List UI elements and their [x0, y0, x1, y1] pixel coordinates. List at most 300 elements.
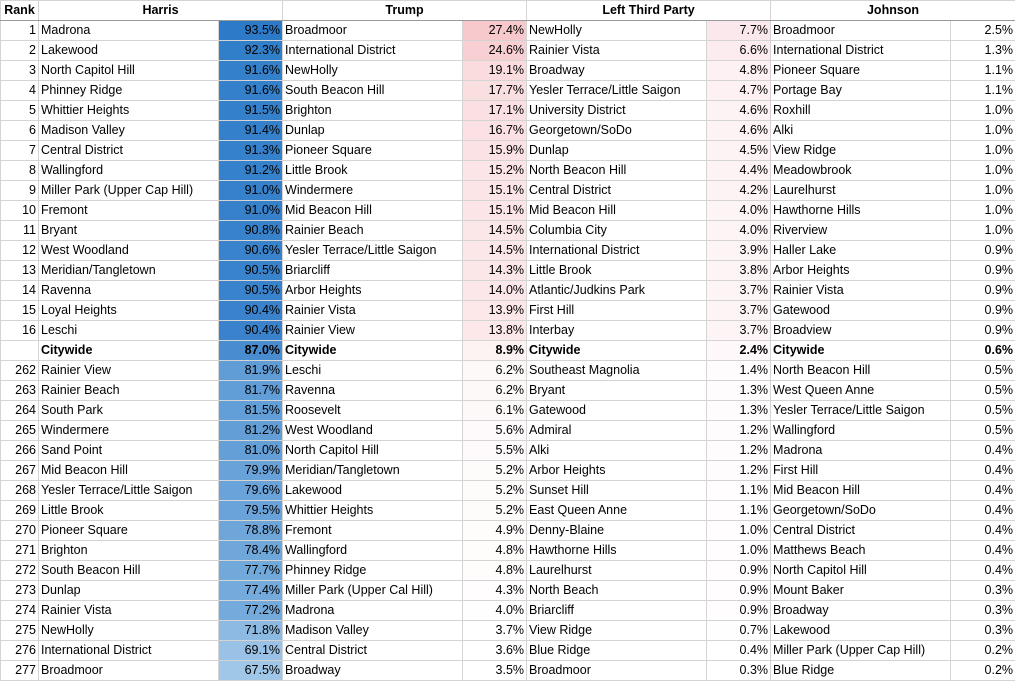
johnson-pct-cell[interactable]: 0.4% [951, 481, 1015, 501]
left-neighborhood-cell[interactable]: Denny-Blaine [527, 521, 707, 541]
header-johnson[interactable]: Johnson [771, 1, 1015, 21]
harris-pct-cell[interactable]: 77.2% [219, 601, 283, 621]
harris-pct-cell[interactable]: 87.0% [219, 341, 283, 361]
trump-neighborhood-cell[interactable]: Phinney Ridge [283, 561, 463, 581]
trump-neighborhood-cell[interactable]: Windermere [283, 181, 463, 201]
harris-neighborhood-cell[interactable]: Windermere [39, 421, 219, 441]
harris-pct-cell[interactable]: 79.5% [219, 501, 283, 521]
harris-neighborhood-cell[interactable]: Fremont [39, 201, 219, 221]
rank-cell[interactable]: 266 [1, 441, 39, 461]
harris-pct-cell[interactable]: 79.9% [219, 461, 283, 481]
harris-neighborhood-cell[interactable]: International District [39, 641, 219, 661]
trump-pct-cell[interactable]: 13.8% [463, 321, 527, 341]
johnson-neighborhood-cell[interactable]: Portage Bay [771, 81, 951, 101]
left-pct-cell[interactable]: 0.9% [707, 581, 771, 601]
left-pct-cell[interactable]: 3.7% [707, 321, 771, 341]
harris-neighborhood-cell[interactable]: Yesler Terrace/Little Saigon [39, 481, 219, 501]
trump-pct-cell[interactable]: 15.1% [463, 201, 527, 221]
johnson-neighborhood-cell[interactable]: Citywide [771, 341, 951, 361]
left-neighborhood-cell[interactable]: North Beach [527, 581, 707, 601]
harris-pct-cell[interactable]: 77.7% [219, 561, 283, 581]
trump-neighborhood-cell[interactable]: Little Brook [283, 161, 463, 181]
left-neighborhood-cell[interactable]: International District [527, 241, 707, 261]
harris-pct-cell[interactable]: 78.8% [219, 521, 283, 541]
johnson-neighborhood-cell[interactable]: West Queen Anne [771, 381, 951, 401]
harris-pct-cell[interactable]: 78.4% [219, 541, 283, 561]
johnson-pct-cell[interactable]: 0.5% [951, 361, 1015, 381]
johnson-pct-cell[interactable]: 0.4% [951, 521, 1015, 541]
harris-neighborhood-cell[interactable]: Mid Beacon Hill [39, 461, 219, 481]
harris-pct-cell[interactable]: 91.5% [219, 101, 283, 121]
left-pct-cell[interactable]: 1.2% [707, 461, 771, 481]
trump-pct-cell[interactable]: 4.9% [463, 521, 527, 541]
left-pct-cell[interactable]: 0.9% [707, 561, 771, 581]
johnson-neighborhood-cell[interactable]: View Ridge [771, 141, 951, 161]
harris-pct-cell[interactable]: 91.6% [219, 61, 283, 81]
trump-neighborhood-cell[interactable]: Broadway [283, 661, 463, 681]
trump-pct-cell[interactable]: 15.1% [463, 181, 527, 201]
johnson-pct-cell[interactable]: 0.4% [951, 461, 1015, 481]
johnson-neighborhood-cell[interactable]: Wallingford [771, 421, 951, 441]
left-pct-cell[interactable]: 0.4% [707, 641, 771, 661]
johnson-pct-cell[interactable]: 1.0% [951, 121, 1015, 141]
header-harris[interactable]: Harris [39, 1, 283, 21]
left-neighborhood-cell[interactable]: North Beacon Hill [527, 161, 707, 181]
harris-neighborhood-cell[interactable]: Central District [39, 141, 219, 161]
left-pct-cell[interactable]: 4.0% [707, 221, 771, 241]
harris-neighborhood-cell[interactable]: Rainier Beach [39, 381, 219, 401]
rank-cell[interactable]: 265 [1, 421, 39, 441]
left-pct-cell[interactable]: 4.7% [707, 81, 771, 101]
left-neighborhood-cell[interactable]: Broadmoor [527, 661, 707, 681]
harris-neighborhood-cell[interactable]: Rainier Vista [39, 601, 219, 621]
harris-pct-cell[interactable]: 90.6% [219, 241, 283, 261]
left-neighborhood-cell[interactable]: Laurelhurst [527, 561, 707, 581]
harris-neighborhood-cell[interactable]: Rainier View [39, 361, 219, 381]
rank-cell[interactable]: 6 [1, 121, 39, 141]
trump-pct-cell[interactable]: 3.5% [463, 661, 527, 681]
left-pct-cell[interactable]: 3.7% [707, 301, 771, 321]
left-neighborhood-cell[interactable]: Hawthorne Hills [527, 541, 707, 561]
left-neighborhood-cell[interactable]: NewHolly [527, 21, 707, 41]
trump-pct-cell[interactable]: 17.1% [463, 101, 527, 121]
left-pct-cell[interactable]: 1.2% [707, 441, 771, 461]
left-pct-cell[interactable]: 4.0% [707, 201, 771, 221]
left-neighborhood-cell[interactable]: Central District [527, 181, 707, 201]
harris-neighborhood-cell[interactable]: Loyal Heights [39, 301, 219, 321]
johnson-pct-cell[interactable]: 0.9% [951, 301, 1015, 321]
harris-neighborhood-cell[interactable]: Sand Point [39, 441, 219, 461]
harris-pct-cell[interactable]: 71.8% [219, 621, 283, 641]
rank-cell[interactable]: 269 [1, 501, 39, 521]
rank-cell[interactable]: 276 [1, 641, 39, 661]
trump-neighborhood-cell[interactable]: Citywide [283, 341, 463, 361]
left-neighborhood-cell[interactable]: Rainier Vista [527, 41, 707, 61]
johnson-pct-cell[interactable]: 0.9% [951, 261, 1015, 281]
harris-neighborhood-cell[interactable]: Little Brook [39, 501, 219, 521]
johnson-neighborhood-cell[interactable]: Georgetown/SoDo [771, 501, 951, 521]
harris-neighborhood-cell[interactable]: Citywide [39, 341, 219, 361]
harris-pct-cell[interactable]: 91.2% [219, 161, 283, 181]
johnson-pct-cell[interactable]: 0.3% [951, 621, 1015, 641]
trump-pct-cell[interactable]: 3.7% [463, 621, 527, 641]
trump-pct-cell[interactable]: 19.1% [463, 61, 527, 81]
harris-neighborhood-cell[interactable]: Ravenna [39, 281, 219, 301]
harris-pct-cell[interactable]: 90.4% [219, 301, 283, 321]
left-pct-cell[interactable]: 1.0% [707, 521, 771, 541]
rank-cell[interactable]: 263 [1, 381, 39, 401]
left-neighborhood-cell[interactable]: Southeast Magnolia [527, 361, 707, 381]
trump-pct-cell[interactable]: 6.2% [463, 361, 527, 381]
left-pct-cell[interactable]: 4.8% [707, 61, 771, 81]
harris-pct-cell[interactable]: 90.8% [219, 221, 283, 241]
trump-neighborhood-cell[interactable]: Mid Beacon Hill [283, 201, 463, 221]
rank-cell[interactable]: 16 [1, 321, 39, 341]
harris-neighborhood-cell[interactable]: NewHolly [39, 621, 219, 641]
johnson-pct-cell[interactable]: 0.9% [951, 281, 1015, 301]
left-pct-cell[interactable]: 4.6% [707, 101, 771, 121]
harris-pct-cell[interactable]: 92.3% [219, 41, 283, 61]
trump-pct-cell[interactable]: 6.2% [463, 381, 527, 401]
johnson-pct-cell[interactable]: 1.0% [951, 101, 1015, 121]
trump-neighborhood-cell[interactable]: Wallingford [283, 541, 463, 561]
harris-pct-cell[interactable]: 69.1% [219, 641, 283, 661]
johnson-pct-cell[interactable]: 0.2% [951, 641, 1015, 661]
left-pct-cell[interactable]: 3.9% [707, 241, 771, 261]
left-neighborhood-cell[interactable]: Columbia City [527, 221, 707, 241]
harris-neighborhood-cell[interactable]: Leschi [39, 321, 219, 341]
trump-pct-cell[interactable]: 5.2% [463, 461, 527, 481]
rank-cell[interactable]: 272 [1, 561, 39, 581]
harris-pct-cell[interactable]: 81.2% [219, 421, 283, 441]
left-neighborhood-cell[interactable]: Blue Ridge [527, 641, 707, 661]
rank-cell[interactable]: 268 [1, 481, 39, 501]
rank-cell[interactable]: 11 [1, 221, 39, 241]
harris-neighborhood-cell[interactable]: Broadmoor [39, 661, 219, 681]
rank-cell[interactable]: 5 [1, 101, 39, 121]
left-neighborhood-cell[interactable]: Georgetown/SoDo [527, 121, 707, 141]
trump-pct-cell[interactable]: 5.2% [463, 501, 527, 521]
trump-neighborhood-cell[interactable]: Fremont [283, 521, 463, 541]
left-neighborhood-cell[interactable]: Little Brook [527, 261, 707, 281]
left-neighborhood-cell[interactable]: Broadway [527, 61, 707, 81]
left-neighborhood-cell[interactable]: Arbor Heights [527, 461, 707, 481]
left-pct-cell[interactable]: 1.4% [707, 361, 771, 381]
johnson-pct-cell[interactable]: 0.4% [951, 441, 1015, 461]
left-neighborhood-cell[interactable]: Yesler Terrace/Little Saigon [527, 81, 707, 101]
harris-neighborhood-cell[interactable]: Pioneer Square [39, 521, 219, 541]
left-pct-cell[interactable]: 1.0% [707, 541, 771, 561]
johnson-pct-cell[interactable]: 2.5% [951, 21, 1015, 41]
harris-pct-cell[interactable]: 67.5% [219, 661, 283, 681]
trump-neighborhood-cell[interactable]: Dunlap [283, 121, 463, 141]
left-pct-cell[interactable]: 0.7% [707, 621, 771, 641]
harris-pct-cell[interactable]: 90.5% [219, 281, 283, 301]
johnson-pct-cell[interactable]: 1.1% [951, 81, 1015, 101]
trump-neighborhood-cell[interactable]: West Woodland [283, 421, 463, 441]
trump-pct-cell[interactable]: 15.2% [463, 161, 527, 181]
rank-cell[interactable]: 264 [1, 401, 39, 421]
left-neighborhood-cell[interactable]: View Ridge [527, 621, 707, 641]
johnson-pct-cell[interactable]: 0.4% [951, 561, 1015, 581]
harris-neighborhood-cell[interactable]: Meridian/Tangletown [39, 261, 219, 281]
harris-pct-cell[interactable]: 90.5% [219, 261, 283, 281]
trump-pct-cell[interactable]: 16.7% [463, 121, 527, 141]
trump-pct-cell[interactable]: 4.8% [463, 561, 527, 581]
header-left-third-party[interactable]: Left Third Party [527, 1, 771, 21]
header-rank[interactable]: Rank [1, 1, 39, 21]
harris-pct-cell[interactable]: 91.3% [219, 141, 283, 161]
trump-pct-cell[interactable]: 17.7% [463, 81, 527, 101]
johnson-neighborhood-cell[interactable]: Hawthorne Hills [771, 201, 951, 221]
left-neighborhood-cell[interactable]: East Queen Anne [527, 501, 707, 521]
left-neighborhood-cell[interactable]: Dunlap [527, 141, 707, 161]
trump-neighborhood-cell[interactable]: Meridian/Tangletown [283, 461, 463, 481]
left-neighborhood-cell[interactable]: First Hill [527, 301, 707, 321]
johnson-pct-cell[interactable]: 0.5% [951, 421, 1015, 441]
left-pct-cell[interactable]: 1.3% [707, 381, 771, 401]
harris-pct-cell[interactable]: 91.0% [219, 201, 283, 221]
trump-pct-cell[interactable]: 27.4% [463, 21, 527, 41]
trump-neighborhood-cell[interactable]: Roosevelt [283, 401, 463, 421]
johnson-neighborhood-cell[interactable]: International District [771, 41, 951, 61]
johnson-pct-cell[interactable]: 0.6% [951, 341, 1015, 361]
trump-neighborhood-cell[interactable]: Arbor Heights [283, 281, 463, 301]
harris-pct-cell[interactable]: 77.4% [219, 581, 283, 601]
harris-neighborhood-cell[interactable]: South Beacon Hill [39, 561, 219, 581]
left-pct-cell[interactable]: 7.7% [707, 21, 771, 41]
harris-neighborhood-cell[interactable]: Wallingford [39, 161, 219, 181]
left-neighborhood-cell[interactable]: Atlantic/Judkins Park [527, 281, 707, 301]
trump-neighborhood-cell[interactable]: Miller Park (Upper Cal Hill) [283, 581, 463, 601]
harris-neighborhood-cell[interactable]: Miller Park (Upper Cap Hill) [39, 181, 219, 201]
johnson-neighborhood-cell[interactable]: Haller Lake [771, 241, 951, 261]
harris-pct-cell[interactable]: 93.5% [219, 21, 283, 41]
johnson-pct-cell[interactable]: 0.2% [951, 661, 1015, 681]
johnson-neighborhood-cell[interactable]: Alki [771, 121, 951, 141]
rank-cell[interactable]: 267 [1, 461, 39, 481]
johnson-pct-cell[interactable]: 0.9% [951, 241, 1015, 261]
johnson-neighborhood-cell[interactable]: Yesler Terrace/Little Saigon [771, 401, 951, 421]
left-neighborhood-cell[interactable]: Briarcliff [527, 601, 707, 621]
harris-pct-cell[interactable]: 81.9% [219, 361, 283, 381]
left-neighborhood-cell[interactable]: Mid Beacon Hill [527, 201, 707, 221]
harris-neighborhood-cell[interactable]: Whittier Heights [39, 101, 219, 121]
rank-cell[interactable]: 12 [1, 241, 39, 261]
trump-pct-cell[interactable]: 14.5% [463, 221, 527, 241]
left-pct-cell[interactable]: 1.1% [707, 501, 771, 521]
rank-cell[interactable]: 2 [1, 41, 39, 61]
harris-neighborhood-cell[interactable]: South Park [39, 401, 219, 421]
trump-neighborhood-cell[interactable]: Broadmoor [283, 21, 463, 41]
johnson-pct-cell[interactable]: 1.3% [951, 41, 1015, 61]
johnson-neighborhood-cell[interactable]: Broadmoor [771, 21, 951, 41]
trump-pct-cell[interactable]: 14.0% [463, 281, 527, 301]
trump-neighborhood-cell[interactable]: South Beacon Hill [283, 81, 463, 101]
harris-pct-cell[interactable]: 91.6% [219, 81, 283, 101]
trump-pct-cell[interactable]: 5.5% [463, 441, 527, 461]
rank-cell[interactable] [1, 341, 39, 361]
trump-neighborhood-cell[interactable]: Ravenna [283, 381, 463, 401]
harris-pct-cell[interactable]: 91.4% [219, 121, 283, 141]
trump-pct-cell[interactable]: 5.6% [463, 421, 527, 441]
trump-neighborhood-cell[interactable]: Rainier Vista [283, 301, 463, 321]
johnson-neighborhood-cell[interactable]: Broadway [771, 601, 951, 621]
trump-pct-cell[interactable]: 8.9% [463, 341, 527, 361]
trump-neighborhood-cell[interactable]: Pioneer Square [283, 141, 463, 161]
johnson-neighborhood-cell[interactable]: Meadowbrook [771, 161, 951, 181]
trump-pct-cell[interactable]: 13.9% [463, 301, 527, 321]
johnson-neighborhood-cell[interactable]: Lakewood [771, 621, 951, 641]
trump-neighborhood-cell[interactable]: Briarcliff [283, 261, 463, 281]
trump-pct-cell[interactable]: 3.6% [463, 641, 527, 661]
harris-pct-cell[interactable]: 81.7% [219, 381, 283, 401]
left-pct-cell[interactable]: 3.7% [707, 281, 771, 301]
johnson-neighborhood-cell[interactable]: Matthews Beach [771, 541, 951, 561]
trump-neighborhood-cell[interactable]: Rainier Beach [283, 221, 463, 241]
trump-neighborhood-cell[interactable]: Brighton [283, 101, 463, 121]
rank-cell[interactable]: 9 [1, 181, 39, 201]
johnson-pct-cell[interactable]: 0.3% [951, 601, 1015, 621]
johnson-neighborhood-cell[interactable]: Blue Ridge [771, 661, 951, 681]
harris-neighborhood-cell[interactable]: Bryant [39, 221, 219, 241]
trump-neighborhood-cell[interactable]: Rainier View [283, 321, 463, 341]
harris-neighborhood-cell[interactable]: West Woodland [39, 241, 219, 261]
left-neighborhood-cell[interactable]: Bryant [527, 381, 707, 401]
trump-neighborhood-cell[interactable]: Whittier Heights [283, 501, 463, 521]
rank-cell[interactable]: 13 [1, 261, 39, 281]
trump-neighborhood-cell[interactable]: Madison Valley [283, 621, 463, 641]
trump-pct-cell[interactable]: 5.2% [463, 481, 527, 501]
johnson-neighborhood-cell[interactable]: Mid Beacon Hill [771, 481, 951, 501]
trump-neighborhood-cell[interactable]: Yesler Terrace/Little Saigon [283, 241, 463, 261]
trump-neighborhood-cell[interactable]: NewHolly [283, 61, 463, 81]
johnson-neighborhood-cell[interactable]: Rainier Vista [771, 281, 951, 301]
johnson-neighborhood-cell[interactable]: Madrona [771, 441, 951, 461]
johnson-pct-cell[interactable]: 1.0% [951, 141, 1015, 161]
left-pct-cell[interactable]: 1.1% [707, 481, 771, 501]
trump-neighborhood-cell[interactable]: North Capitol Hill [283, 441, 463, 461]
johnson-neighborhood-cell[interactable]: Roxhill [771, 101, 951, 121]
trump-pct-cell[interactable]: 15.9% [463, 141, 527, 161]
left-pct-cell[interactable]: 2.4% [707, 341, 771, 361]
johnson-neighborhood-cell[interactable]: Miller Park (Upper Cap Hill) [771, 641, 951, 661]
left-neighborhood-cell[interactable]: University District [527, 101, 707, 121]
johnson-pct-cell[interactable]: 0.9% [951, 321, 1015, 341]
trump-neighborhood-cell[interactable]: Madrona [283, 601, 463, 621]
harris-pct-cell[interactable]: 90.4% [219, 321, 283, 341]
left-pct-cell[interactable]: 4.2% [707, 181, 771, 201]
trump-neighborhood-cell[interactable]: Central District [283, 641, 463, 661]
left-neighborhood-cell[interactable]: Alki [527, 441, 707, 461]
header-trump[interactable]: Trump [283, 1, 527, 21]
harris-pct-cell[interactable]: 81.5% [219, 401, 283, 421]
trump-neighborhood-cell[interactable]: Lakewood [283, 481, 463, 501]
johnson-pct-cell[interactable]: 1.0% [951, 161, 1015, 181]
trump-pct-cell[interactable]: 14.5% [463, 241, 527, 261]
johnson-neighborhood-cell[interactable]: Broadview [771, 321, 951, 341]
johnson-pct-cell[interactable]: 1.0% [951, 201, 1015, 221]
left-neighborhood-cell[interactable]: Gatewood [527, 401, 707, 421]
johnson-pct-cell[interactable]: 0.3% [951, 581, 1015, 601]
left-pct-cell[interactable]: 1.3% [707, 401, 771, 421]
johnson-neighborhood-cell[interactable]: Riverview [771, 221, 951, 241]
harris-neighborhood-cell[interactable]: Dunlap [39, 581, 219, 601]
harris-neighborhood-cell[interactable]: Madrona [39, 21, 219, 41]
left-pct-cell[interactable]: 4.4% [707, 161, 771, 181]
rank-cell[interactable]: 7 [1, 141, 39, 161]
rank-cell[interactable]: 277 [1, 661, 39, 681]
rank-cell[interactable]: 3 [1, 61, 39, 81]
harris-pct-cell[interactable]: 91.0% [219, 181, 283, 201]
rank-cell[interactable]: 273 [1, 581, 39, 601]
johnson-neighborhood-cell[interactable]: Gatewood [771, 301, 951, 321]
trump-pct-cell[interactable]: 4.3% [463, 581, 527, 601]
harris-pct-cell[interactable]: 81.0% [219, 441, 283, 461]
rank-cell[interactable]: 262 [1, 361, 39, 381]
harris-neighborhood-cell[interactable]: Madison Valley [39, 121, 219, 141]
left-pct-cell[interactable]: 4.5% [707, 141, 771, 161]
left-neighborhood-cell[interactable]: Admiral [527, 421, 707, 441]
trump-pct-cell[interactable]: 14.3% [463, 261, 527, 281]
trump-pct-cell[interactable]: 6.1% [463, 401, 527, 421]
rank-cell[interactable]: 10 [1, 201, 39, 221]
rank-cell[interactable]: 270 [1, 521, 39, 541]
trump-pct-cell[interactable]: 24.6% [463, 41, 527, 61]
harris-neighborhood-cell[interactable]: Brighton [39, 541, 219, 561]
left-pct-cell[interactable]: 3.8% [707, 261, 771, 281]
johnson-neighborhood-cell[interactable]: Pioneer Square [771, 61, 951, 81]
rank-cell[interactable]: 14 [1, 281, 39, 301]
left-pct-cell[interactable]: 4.6% [707, 121, 771, 141]
trump-neighborhood-cell[interactable]: International District [283, 41, 463, 61]
johnson-neighborhood-cell[interactable]: Arbor Heights [771, 261, 951, 281]
johnson-pct-cell[interactable]: 0.5% [951, 401, 1015, 421]
rank-cell[interactable]: 8 [1, 161, 39, 181]
johnson-neighborhood-cell[interactable]: Mount Baker [771, 581, 951, 601]
johnson-pct-cell[interactable]: 1.0% [951, 221, 1015, 241]
trump-pct-cell[interactable]: 4.8% [463, 541, 527, 561]
left-pct-cell[interactable]: 6.6% [707, 41, 771, 61]
harris-pct-cell[interactable]: 79.6% [219, 481, 283, 501]
trump-neighborhood-cell[interactable]: Leschi [283, 361, 463, 381]
rank-cell[interactable]: 15 [1, 301, 39, 321]
johnson-pct-cell[interactable]: 1.1% [951, 61, 1015, 81]
harris-neighborhood-cell[interactable]: Lakewood [39, 41, 219, 61]
johnson-pct-cell[interactable]: 0.5% [951, 381, 1015, 401]
left-neighborhood-cell[interactable]: Citywide [527, 341, 707, 361]
left-pct-cell[interactable]: 0.3% [707, 661, 771, 681]
rank-cell[interactable]: 274 [1, 601, 39, 621]
rank-cell[interactable]: 271 [1, 541, 39, 561]
left-pct-cell[interactable]: 0.9% [707, 601, 771, 621]
rank-cell[interactable]: 4 [1, 81, 39, 101]
left-neighborhood-cell[interactable]: Interbay [527, 321, 707, 341]
johnson-pct-cell[interactable]: 1.0% [951, 181, 1015, 201]
johnson-neighborhood-cell[interactable]: North Beacon Hill [771, 361, 951, 381]
johnson-pct-cell[interactable]: 0.4% [951, 541, 1015, 561]
trump-pct-cell[interactable]: 4.0% [463, 601, 527, 621]
johnson-neighborhood-cell[interactable]: First Hill [771, 461, 951, 481]
rank-cell[interactable]: 1 [1, 21, 39, 41]
johnson-pct-cell[interactable]: 0.4% [951, 501, 1015, 521]
johnson-neighborhood-cell[interactable]: Laurelhurst [771, 181, 951, 201]
left-neighborhood-cell[interactable]: Sunset Hill [527, 481, 707, 501]
rank-cell[interactable]: 275 [1, 621, 39, 641]
johnson-neighborhood-cell[interactable]: North Capitol Hill [771, 561, 951, 581]
johnson-neighborhood-cell[interactable]: Central District [771, 521, 951, 541]
left-pct-cell[interactable]: 1.2% [707, 421, 771, 441]
